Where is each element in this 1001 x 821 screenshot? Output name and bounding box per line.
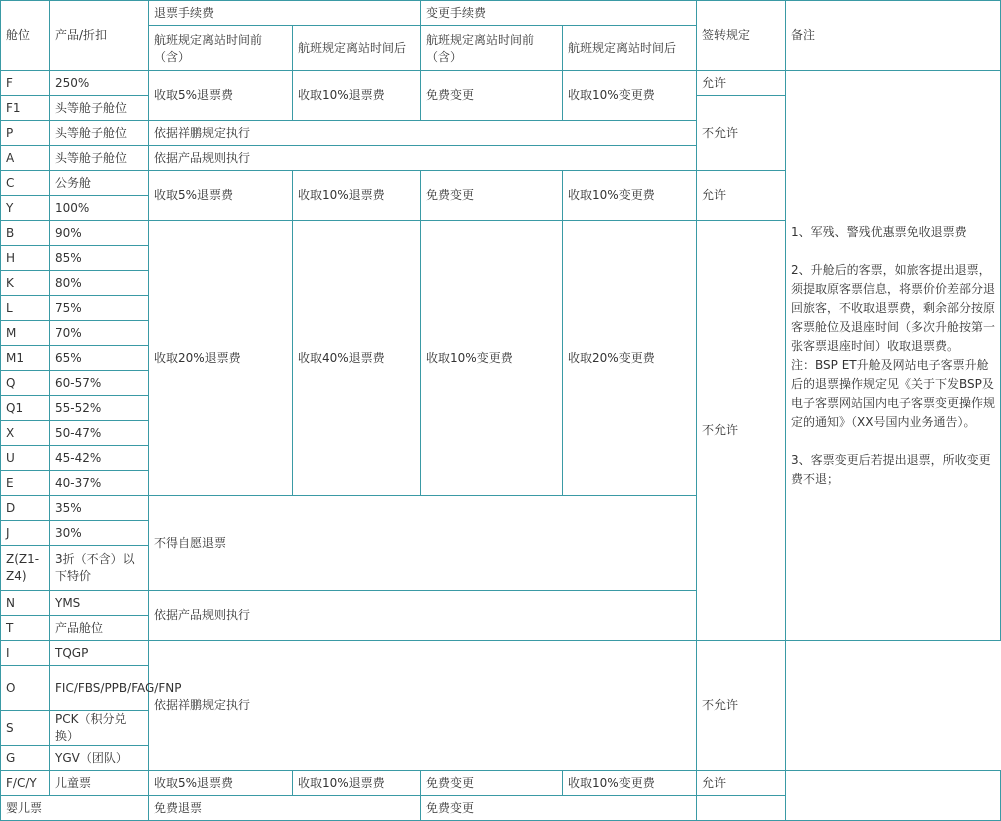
header-refund-fee: 退票手续费: [149, 1, 421, 26]
cabin-product: 40-37%: [50, 471, 149, 496]
refund-before-fee: 收取20%退票费: [149, 221, 293, 496]
cabin-code: Q1: [1, 396, 50, 421]
cabin-product: 250%: [50, 71, 149, 96]
cabin-product: 80%: [50, 271, 149, 296]
infant-change-fee: 免费变更: [421, 796, 697, 821]
change-before-fee: 收取10%变更费: [421, 221, 563, 496]
remark-item-3: 3、客票变更后若提出退票，所收变更费不退；: [791, 452, 991, 486]
cabin-product: 100%: [50, 196, 149, 221]
infant-ticket-label: 婴儿票: [1, 796, 149, 821]
cabin-product: 3折（不含）以下特价: [50, 546, 149, 591]
cabin-code: F/C/Y: [1, 771, 50, 796]
header-change-before: 航班规定离站时间前（含）: [421, 26, 563, 71]
refund-after-fee: 收取10%退票费: [293, 771, 421, 796]
change-after-fee: 收取10%变更费: [563, 771, 697, 796]
header-change-fee: 变更手续费: [421, 1, 697, 26]
cabin-product: 70%: [50, 321, 149, 346]
endorse-rule: 不允许: [697, 96, 786, 171]
change-before-fee: 免费变更: [421, 171, 563, 221]
refund-after-fee: 收取40%退票费: [293, 221, 421, 496]
cabin-product: 头等舱子舱位: [50, 146, 149, 171]
fee-rule: 依据产品规则执行: [149, 591, 697, 641]
cabin-code: C: [1, 171, 50, 196]
header-remark: 备注: [786, 1, 1001, 71]
cabin-code: B: [1, 221, 50, 246]
cabin-product: 85%: [50, 246, 149, 271]
cabin-code: U: [1, 446, 50, 471]
cabin-code: G: [1, 746, 50, 771]
cabin-code: I: [1, 641, 50, 666]
cabin-product: TQGP: [50, 641, 149, 666]
cabin-product: 60-57%: [50, 371, 149, 396]
header-refund-before: 航班规定离站时间前（含）: [149, 26, 293, 71]
cabin-code: E: [1, 471, 50, 496]
cabin-code: J: [1, 521, 50, 546]
change-after-fee: 收取10%变更费: [563, 171, 697, 221]
remark-item-2-note: 注：BSP ET升舱及网站电子客票升舱后的退票操作规定见《关于下发BSP及电子客票网站国内电子客票变更操作规定的通知》（XX号国内业务通告）。: [791, 357, 996, 429]
cabin-product: 儿童票: [50, 771, 149, 796]
remark-item-1: 1、军残、警残优惠票免收退票费: [791, 224, 967, 239]
cabin-code: P: [1, 121, 50, 146]
endorse-rule: 允许: [697, 71, 786, 96]
cabin-code: M1: [1, 346, 50, 371]
cabin-product: FIC/FBS/PPB/FAG/FNP: [50, 666, 149, 711]
fee-rule: 依据祥鹏规定执行: [149, 641, 697, 771]
refund-before-fee: 收取5%退票费: [149, 771, 293, 796]
remark-empty: [786, 771, 1001, 821]
cabin-product: 45-42%: [50, 446, 149, 471]
cabin-product: 30%: [50, 521, 149, 546]
header-product: 产品/折扣: [50, 1, 149, 71]
header-change-after: 航班规定离站时间后: [563, 26, 697, 71]
endorse-rule: 允许: [697, 171, 786, 221]
cabin-product: YMS: [50, 591, 149, 616]
cabin-product: 50-47%: [50, 421, 149, 446]
cabin-code: X: [1, 421, 50, 446]
fee-rule: 依据产品规则执行: [149, 146, 697, 171]
cabin-code: N: [1, 591, 50, 616]
cabin-code: L: [1, 296, 50, 321]
cabin-code: M: [1, 321, 50, 346]
refund-after-fee: 收取10%退票费: [293, 171, 421, 221]
cabin-product: 35%: [50, 496, 149, 521]
header-endorse: 签转规定: [697, 1, 786, 71]
change-after-fee: 收取20%变更费: [563, 221, 697, 496]
endorse-rule: 允许: [697, 771, 786, 796]
cabin-code: Z(Z1-Z4): [1, 546, 50, 591]
cabin-code: H: [1, 246, 50, 271]
fee-rule: 依据祥鹏规定执行: [149, 121, 697, 146]
cabin-code: F1: [1, 96, 50, 121]
cabin-product: PCK（积分兑换）: [50, 711, 149, 746]
refund-before-fee: 收取5%退票费: [149, 71, 293, 121]
change-before-fee: 免费变更: [421, 771, 563, 796]
cabin-code: D: [1, 496, 50, 521]
endorse-rule: 不允许: [697, 641, 786, 771]
cabin-product: 90%: [50, 221, 149, 246]
change-before-fee: 免费变更: [421, 71, 563, 121]
cabin-product: 产品舱位: [50, 616, 149, 641]
change-after-fee: 收取10%变更费: [563, 71, 697, 121]
fee-rule: 不得自愿退票: [149, 496, 697, 591]
cabin-product: 公务舱: [50, 171, 149, 196]
cabin-product: 75%: [50, 296, 149, 321]
cabin-product: 头等舱子舱位: [50, 121, 149, 146]
cabin-code: O: [1, 666, 50, 711]
cabin-code: F: [1, 71, 50, 96]
header-cabin: 舱位: [1, 1, 50, 71]
infant-refund-fee: 免费退票: [149, 796, 421, 821]
refund-after-fee: 收取10%退票费: [293, 71, 421, 121]
refund-before-fee: 收取5%退票费: [149, 171, 293, 221]
cabin-code: K: [1, 271, 50, 296]
endorse-rule-empty: [697, 796, 786, 821]
cabin-product: 头等舱子舱位: [50, 96, 149, 121]
cabin-code: Y: [1, 196, 50, 221]
cabin-code: Q: [1, 371, 50, 396]
header-refund-after: 航班规定离站时间后: [293, 26, 421, 71]
remark-cell: [786, 71, 1001, 641]
cabin-code: T: [1, 616, 50, 641]
cabin-product: YGV（团队）: [50, 746, 149, 771]
endorse-rule: 不允许: [697, 221, 786, 641]
cabin-product: 65%: [50, 346, 149, 371]
cabin-code: S: [1, 711, 50, 746]
cabin-code: A: [1, 146, 50, 171]
cabin-product: 55-52%: [50, 396, 149, 421]
remark-item-2: 2、升舱后的客票，如旅客提出退票，须提取原客票信息，将票价价差部分退回旅客，不收取退票费，剩余部分按原客票舱位及退座时间（多次升舱按第一张客票退座时间）收取退票费。: [791, 262, 996, 353]
